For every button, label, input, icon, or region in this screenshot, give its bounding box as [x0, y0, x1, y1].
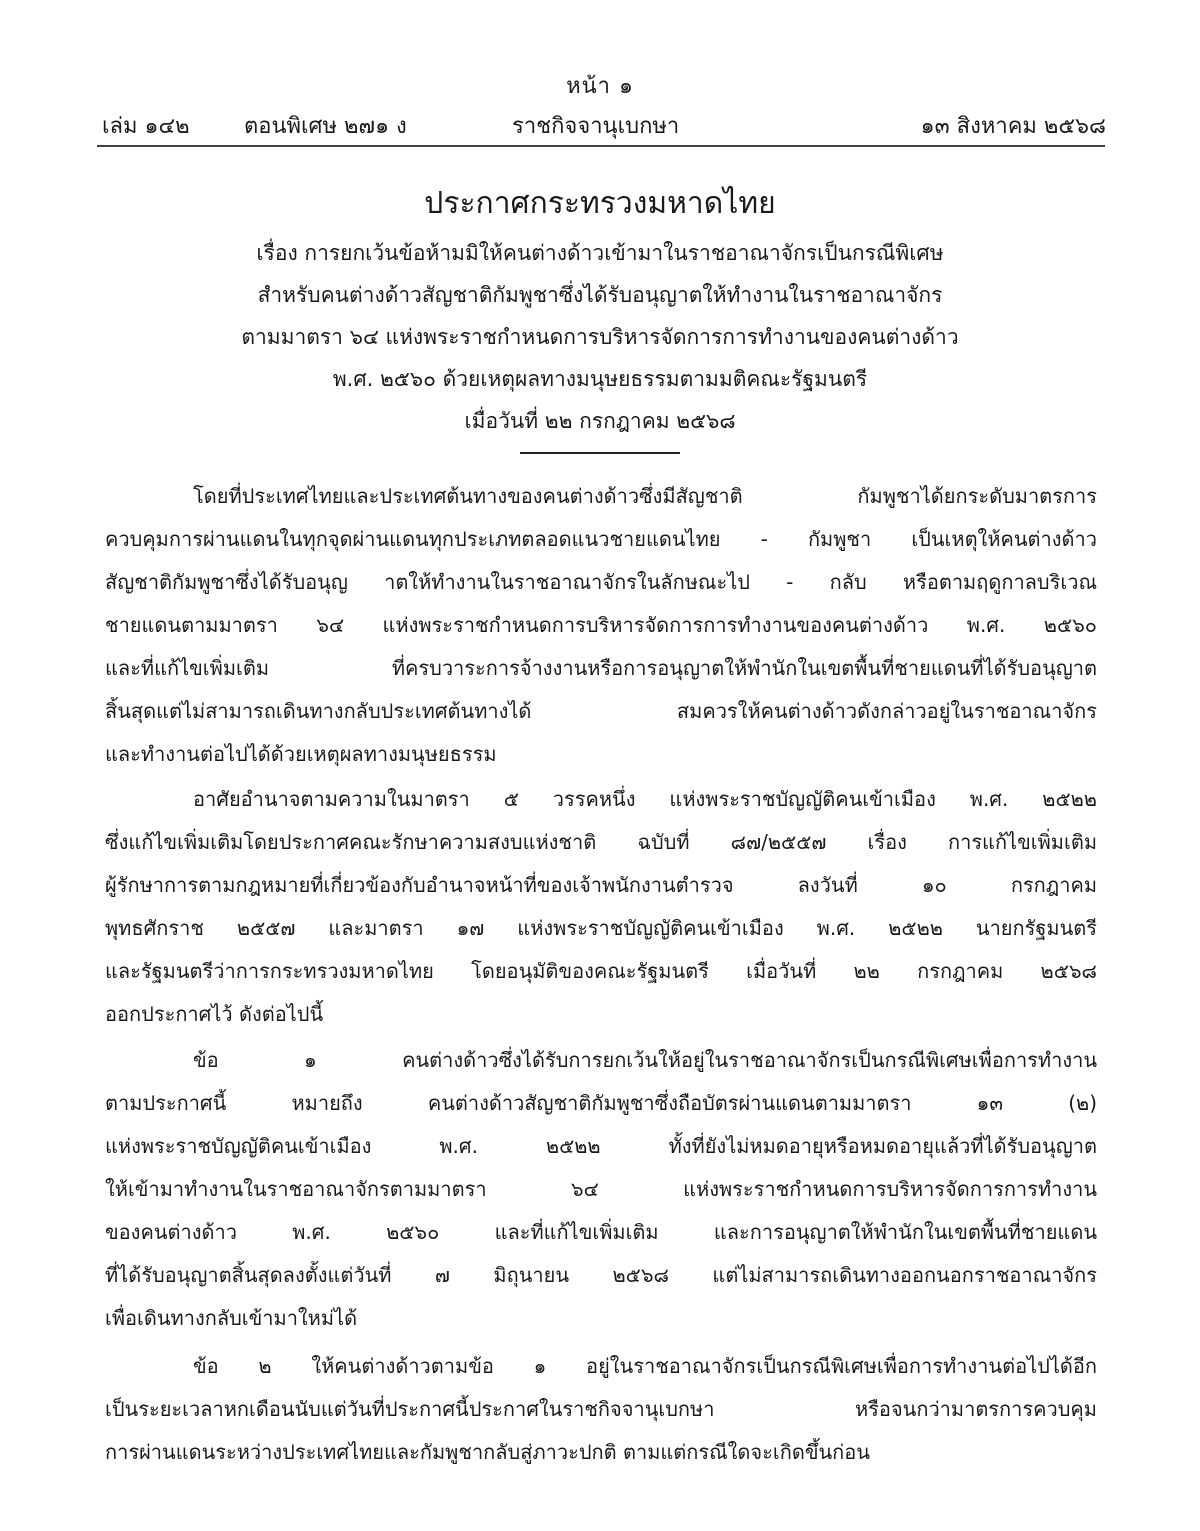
paragraph-line: ชายแดนตามมาตรา ๖๔ แห่งพระราชกำหนดการบริหารจัดการการทำงานของคนต่างด้าว พ.ศ. ๒๕๖๐	[105, 613, 1097, 637]
paragraph-line: แห่งพระราชบัญญัติคนเข้าเมือง พ.ศ. ๒๕๒๒ ทั้งที่ยังไม่หมดอายุหรือหมดอายุแล้วที่ได้รับอนุญาต	[105, 1134, 1097, 1158]
paragraph-authority	[105, 778, 1097, 1036]
paragraph-line: และรัฐมนตรีว่าการกระทรวงมหาดไทย โดยอนุมัติของคณะรัฐมนตรี เมื่อวันที่ ๒๒ กรกฎาคม ๒๕๖๘	[105, 959, 1097, 983]
paragraph-line: ข้อ ๒ ให้คนต่างด้าวตามข้อ ๑ อยู่ในราชอาณาจักรเป็นกรณีพิเศษเพื่อการทำงานต่อไปได้อีก	[193, 1354, 1097, 1378]
gazette-header	[102, 108, 1106, 144]
section-number: ตอนพิเศษ ๒๗๑ ง	[244, 114, 407, 139]
subject-line: พ.ศ. ๒๕๖๐ ด้วยเหตุผลทางมนุษยธรรมตามมติคณะรัฐมนตรี	[332, 367, 868, 391]
paragraph-line: ข้อ ๑ คนต่างด้าวซึ่งได้รับการยกเว้นให้อยู่ในราชอาณาจักรเป็นกรณีพิเศษเพื่อการทำงาน	[193, 1048, 1097, 1072]
paragraph-line: เพื่อเดินทางกลับเข้ามาใหม่ได้	[105, 1306, 358, 1330]
paragraph-line: และทำงานต่อไปได้ด้วยเหตุผลทางมนุษยธรรม	[105, 742, 497, 766]
paragraph-line: ควบคุมการผ่านแดนในทุกจุดผ่านแดนทุกประเภทตลอดแนวชายแดนไทย - กัมพูชา เป็นเหตุให้คนต่างด้าว	[105, 527, 1097, 551]
paragraph-line: ตามประกาศนี้ หมายถึง คนต่างด้าวสัญชาติกัมพูชาซึ่งถือบัตรผ่านแดนตามมาตรา ๑๓ (๒)	[105, 1091, 1097, 1115]
clause-2	[105, 1345, 1097, 1474]
subject-line: เมื่อวันที่ ๒๒ กรกฎาคม ๒๕๖๘	[464, 409, 736, 433]
paragraph-line: และที่แก้ไขเพิ่มเติม ที่ครบวาระการจ้างงานหรือการอนุญาตให้พำนักในเขตพื้นที่ชายแดนที่ได้รับอนุญาต	[105, 656, 1097, 680]
paragraph-line: ให้เข้ามาทำงานในราชอาณาจักรตามมาตรา ๖๔ แห่งพระราชกำหนดการบริหารจัดการการทำงาน	[105, 1177, 1097, 1201]
paragraph-line: การผ่านแดนระหว่างประเทศไทยและกัมพูชากลับสู่ภาวะปกติ ตามแต่กรณีใดจะเกิดขึ้นก่อน	[105, 1440, 870, 1464]
announcement-title: ประกาศกระทรวงมหาดไทย	[424, 186, 776, 221]
paragraph-line: สิ้นสุดแต่ไม่สามารถเดินทางกลับประเทศต้นทางได้ สมควรให้คนต่างด้าวดังกล่าวอยู่ในราชอาณาจักร	[105, 699, 1097, 723]
paragraph-preamble	[105, 475, 1097, 776]
volume-number: เล่ม ๑๔๒	[102, 114, 190, 139]
paragraph-line: ผู้รักษาการตามกฎหมายที่เกี่ยวข้องกับอำนาจหน้าที่ของเจ้าพนักงานตำรวจ ลงวันที่ ๑๐ กรกฎาคม	[105, 873, 1097, 897]
subject-line: สำหรับคนต่างด้าวสัญชาติกัมพูชาซึ่งได้รับอนุญาตให้ทำงานในราชอาณาจักร	[257, 283, 943, 307]
paragraph-line: สัญชาติกัมพูชาซึ่งได้รับอนุญ าตให้ทำงานในราชอาณาจักรในลักษณะไป - กลับ หรือตามฤดูกาลบริเวณ	[105, 570, 1097, 594]
paragraph-line: โดยที่ประเทศไทยและประเทศต้นทางของคนต่างด้าวซึ่งมีสัญชาติ กัมพูชาได้ยกระดับมาตรการ	[193, 484, 1097, 508]
subject-line: เรื่อง การยกเว้นข้อห้ามมิให้คนต่างด้าวเข้ามาในราชอาณาจักรเป็นกรณีพิเศษ	[256, 241, 944, 265]
paragraph-line: ที่ได้รับอนุญาตสิ้นสุดลงตั้งแต่วันที่ ๗ มิถุนายน ๒๕๖๘ แต่ไม่สามารถเดินทางออกนอกราชอาณาจักร	[105, 1263, 1097, 1287]
paragraph-line: ออกประกาศไว้ ดังต่อไปนี้	[105, 1002, 324, 1026]
subject-line: ตามมาตรา ๖๔ แห่งพระราชกำหนดการบริหารจัดการการทำงานของคนต่างด้าว	[241, 325, 959, 349]
gazette-name: ราชกิจจานุเบกษา	[512, 114, 680, 139]
page-number: หน้า ๑	[566, 74, 634, 99]
header-divider	[97, 145, 1105, 147]
paragraph-line: ซึ่งแก้ไขเพิ่มเติมโดยประกาศคณะรักษาความสงบแห่งชาติ ฉบับที่ ๘๗/๒๕๕๗ เรื่อง การแก้ไขเพิ่มเติม	[105, 830, 1097, 854]
subject-block	[0, 232, 1200, 442]
publication-date: ๑๓ สิงหาคม ๒๕๖๘	[920, 114, 1106, 139]
clause-1	[105, 1039, 1097, 1340]
paragraph-line: ของคนต่างด้าว พ.ศ. ๒๕๖๐ และที่แก้ไขเพิ่มเติม และการอนุญาตให้พำนักในเขตพื้นที่ชายแดน	[105, 1220, 1097, 1244]
paragraph-line: พุทธศักราช ๒๕๕๗ และมาตรา ๑๗ แห่งพระราชบัญญัติคนเข้าเมือง พ.ศ. ๒๕๒๒ นายกรัฐมนตรี	[105, 916, 1097, 940]
paragraph-line: เป็นระยะเวลาหกเดือนนับแต่วันที่ประกาศนี้ประกาศในราชกิจจานุเบกษา หรือจนกว่ามาตรการควบคุม	[105, 1397, 1097, 1421]
title-divider	[520, 452, 680, 454]
paragraph-line: อาศัยอำนาจตามความในมาตรา ๕ วรรคหนึ่ง แห่งพระราชบัญญัติคนเข้าเมือง พ.ศ. ๒๕๒๒	[193, 787, 1097, 811]
